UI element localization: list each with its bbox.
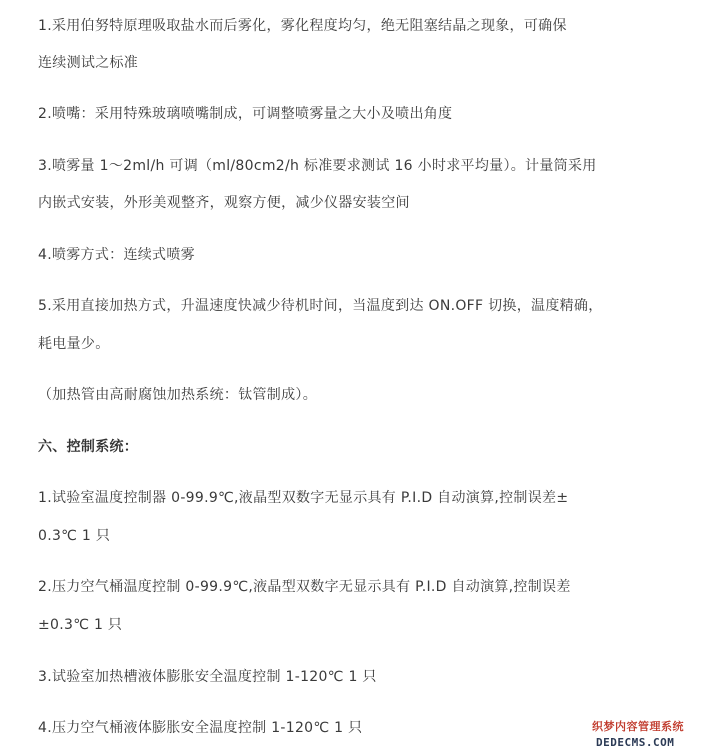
spray-item-2: 2.喷嘴：采用特殊玻璃喷嘴制成，可调整喷雾量之大小及喷出角度 <box>38 106 453 122</box>
control-item-2-line-1: 2.压力空气桶温度控制 0-99.9℃,液晶型双数字无显示具有 P.I.D 自动演算,控制误差 <box>38 579 571 595</box>
spray-item-5-line-2: 耗电量少。 <box>38 336 110 352</box>
watermark-bottom-text: DEDECMS.COM <box>596 736 675 749</box>
spray-item-1-line-1: 1.采用伯努特原理吸取盐水而后雾化，雾化程度均匀，绝无阻塞结晶之现象，可确保 <box>38 18 567 34</box>
section-heading-control-system: 六、控制系统： <box>38 439 139 455</box>
spray-item-5-line-1: 5.采用直接加热方式，升温速度快减少待机时间，当温度到达 ON.OFF 切换，温度精确， <box>38 298 603 314</box>
control-item-1-line-2: 0.3℃ 1 只 <box>38 528 111 544</box>
watermark-logo <box>586 716 701 754</box>
control-item-3: 3.试验室加热槽液体膨胀安全温度控制 1-120℃ 1 只 <box>38 669 377 685</box>
watermark-top-text: 织梦内容管理系统 <box>592 720 684 733</box>
control-item-1-line-1: 1.试验室温度控制器 0-99.9℃,液晶型双数字无显示具有 P.I.D 自动演算,控制误差± <box>38 490 569 506</box>
heating-tube-note: （加热管由高耐腐蚀加热系统：钛管制成）。 <box>38 387 317 403</box>
control-item-4: 4.压力空气桶液体膨胀安全温度控制 1-120℃ 1 只 <box>38 720 363 736</box>
spray-item-3-line-1: 3.喷雾量 1～2ml/h 可调（ml/80cm2/h 标准要求测试 16 小时求平均量）。计量筒采用 <box>38 158 597 174</box>
spray-item-3-line-2: 内嵌式安装，外形美观整齐，观察方便，减少仪器安装空间 <box>38 195 410 211</box>
spray-item-4: 4.喷雾方式：连续式喷雾 <box>38 247 195 263</box>
spray-item-1-line-2: 连续测试之标准 <box>38 55 139 71</box>
control-item-2-line-2: ±0.3℃ 1 只 <box>38 617 123 633</box>
